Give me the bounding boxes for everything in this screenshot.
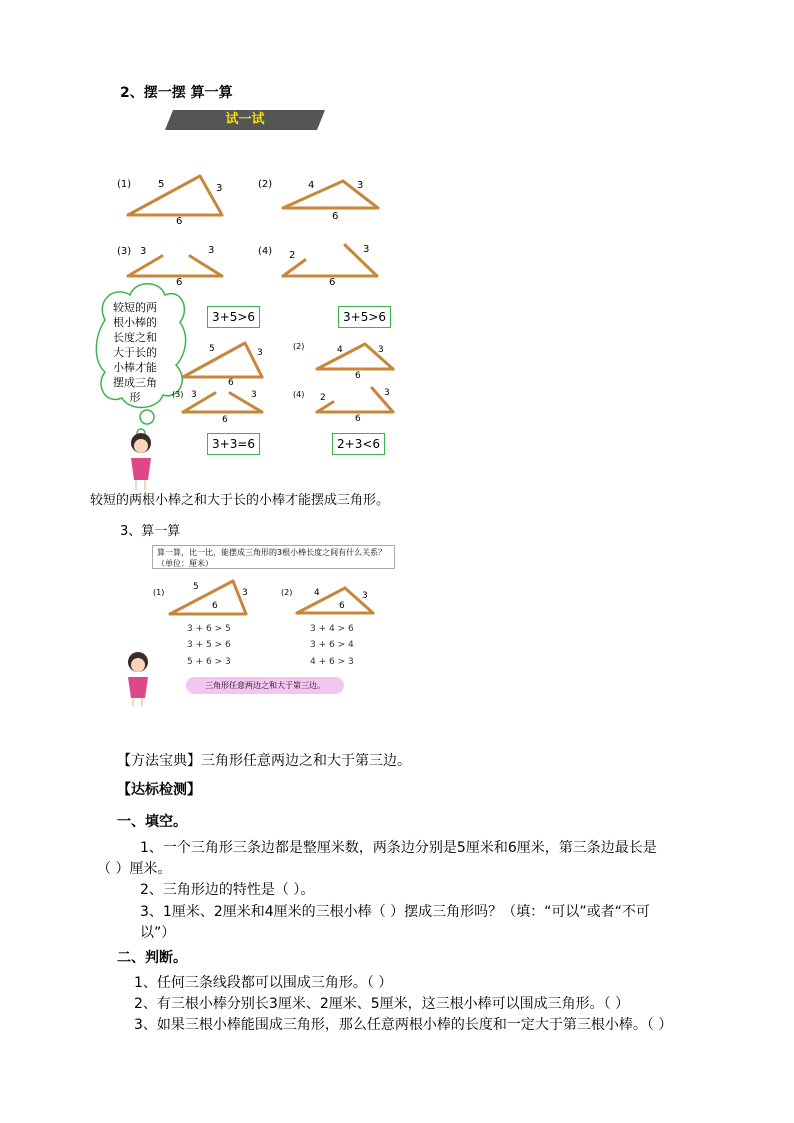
t4-side-b: 3 <box>363 244 370 255</box>
box-formula-3: 3+3=6 <box>207 433 260 455</box>
formula-right-2: 3 + 6 > 4 <box>310 640 354 650</box>
banner-label: 试一试 <box>225 112 265 127</box>
conclusion: 较短的两根小棒之和大于长的小棒才能摆成三角形。 <box>90 493 390 508</box>
formula-left-3: 5 + 6 > 3 <box>187 657 231 667</box>
q3-line1: 3、1厘米、2厘米和4厘米的三根小棒（ ）摆成三角形吗？（填：“可以”或者“不可 <box>140 904 650 920</box>
pink-rule-label: 三角形任意两边之和大于第三边。 <box>186 677 344 694</box>
calc-label-2: (2) <box>281 588 293 597</box>
section-title-2: 2、摆一摆 算一算 <box>120 85 233 101</box>
label-2: (2) <box>258 179 273 190</box>
m4-b: 3 <box>384 388 390 398</box>
t4-side-c: 6 <box>329 277 336 288</box>
m4-a: 2 <box>320 393 326 403</box>
t2-side-c: 6 <box>332 211 339 222</box>
m1-c: 6 <box>228 378 234 388</box>
box-formula-4: 2+3<6 <box>332 433 385 455</box>
mid-label-3: (3) <box>172 390 184 399</box>
label-3: (3) <box>117 246 132 257</box>
note-box: 算一算，比一比，能摆成三角形的3根小棒长度之间有什么关系？（单位：厘米） <box>152 545 395 569</box>
label-4: (4) <box>258 246 273 257</box>
c1-b: 3 <box>242 588 248 598</box>
girl-figure-2 <box>128 652 148 706</box>
girl-figure-1 <box>131 433 151 490</box>
m3-a: 3 <box>191 390 197 400</box>
judge-3: 3、如果三根小棒能围成三角形，那么任意两根小棒的长度和一定大于第三根小棒。（ ） <box>134 1017 673 1033</box>
judge-2: 2、有三根小棒分别长3厘米、2厘米、5厘米，这三根小棒可以围成三角形。（ ） <box>134 996 630 1012</box>
m2-a: 4 <box>337 345 343 355</box>
t3-side-b: 3 <box>208 245 215 256</box>
q1-line1: 1、一个三角形三条边都是整厘米数，两条边分别是5厘米和6厘米，第三条边最长是 <box>140 840 657 856</box>
formula-left-2: 3 + 5 > 6 <box>187 640 231 650</box>
formula-right-1: 3 + 4 > 6 <box>310 624 354 634</box>
c1-a: 5 <box>193 582 199 592</box>
mid-triangle-4 <box>317 388 393 412</box>
method-text: 三角形任意两边之和大于第三边。 <box>201 753 411 769</box>
triangle-2 <box>283 181 378 208</box>
c2-a: 4 <box>314 588 320 598</box>
t1-side-a: 5 <box>158 179 165 190</box>
q2: 2、三角形边的特性是（ ）。 <box>140 882 315 898</box>
m2-c: 6 <box>355 371 361 381</box>
t3-side-c: 6 <box>176 277 183 288</box>
mid-label-2: (2) <box>293 342 305 351</box>
m3-c: 6 <box>222 415 228 425</box>
judge-1: 1、任何三条线段都可以围成三角形。（ ） <box>134 975 393 991</box>
m4-c: 6 <box>355 414 361 424</box>
formula-right-3: 4 + 6 > 3 <box>310 657 354 667</box>
q3-line2: 以”） <box>140 925 176 941</box>
method-line <box>117 750 411 770</box>
mid-label-4: (4) <box>293 390 305 399</box>
box-formula-1: 3+5>6 <box>207 306 260 328</box>
m2-b: 3 <box>378 345 384 355</box>
m1-a: 5 <box>209 344 215 354</box>
calc-triangle-1 <box>170 581 246 614</box>
t1-side-c: 6 <box>176 216 183 227</box>
t1-side-b: 3 <box>216 183 223 194</box>
cloud-text: 较短的两根小棒的长度之和大于长的小棒才能摆成三角形 <box>113 301 157 404</box>
t2-side-a: 4 <box>308 180 315 191</box>
section-title-3: 3、算一算 <box>120 524 181 539</box>
q1-line2: （ ）厘米。 <box>97 861 172 877</box>
c1-c: 6 <box>212 601 218 611</box>
mid-triangle-1 <box>183 343 262 377</box>
check-title: 【达标检测】 <box>117 782 201 798</box>
label-1: (1) <box>117 179 132 190</box>
formula-left-1: 3 + 6 > 5 <box>187 624 231 634</box>
triangle-3 <box>128 256 222 276</box>
c2-b: 3 <box>362 591 368 601</box>
calc-label-1: (1) <box>153 588 165 597</box>
part1-title: 一、填空。 <box>117 814 187 830</box>
t4-side-a: 2 <box>289 250 296 261</box>
triangle-1 <box>128 176 222 215</box>
t3-side-a: 3 <box>140 246 147 257</box>
c2-c: 6 <box>339 601 345 611</box>
part2-title: 二、判断。 <box>117 950 187 966</box>
m3-b: 3 <box>251 390 257 400</box>
method-label: 【方法宝典】 <box>117 753 201 769</box>
t2-side-b: 3 <box>357 180 364 191</box>
m1-b: 3 <box>257 348 263 358</box>
box-formula-2: 3+5>6 <box>338 306 391 328</box>
